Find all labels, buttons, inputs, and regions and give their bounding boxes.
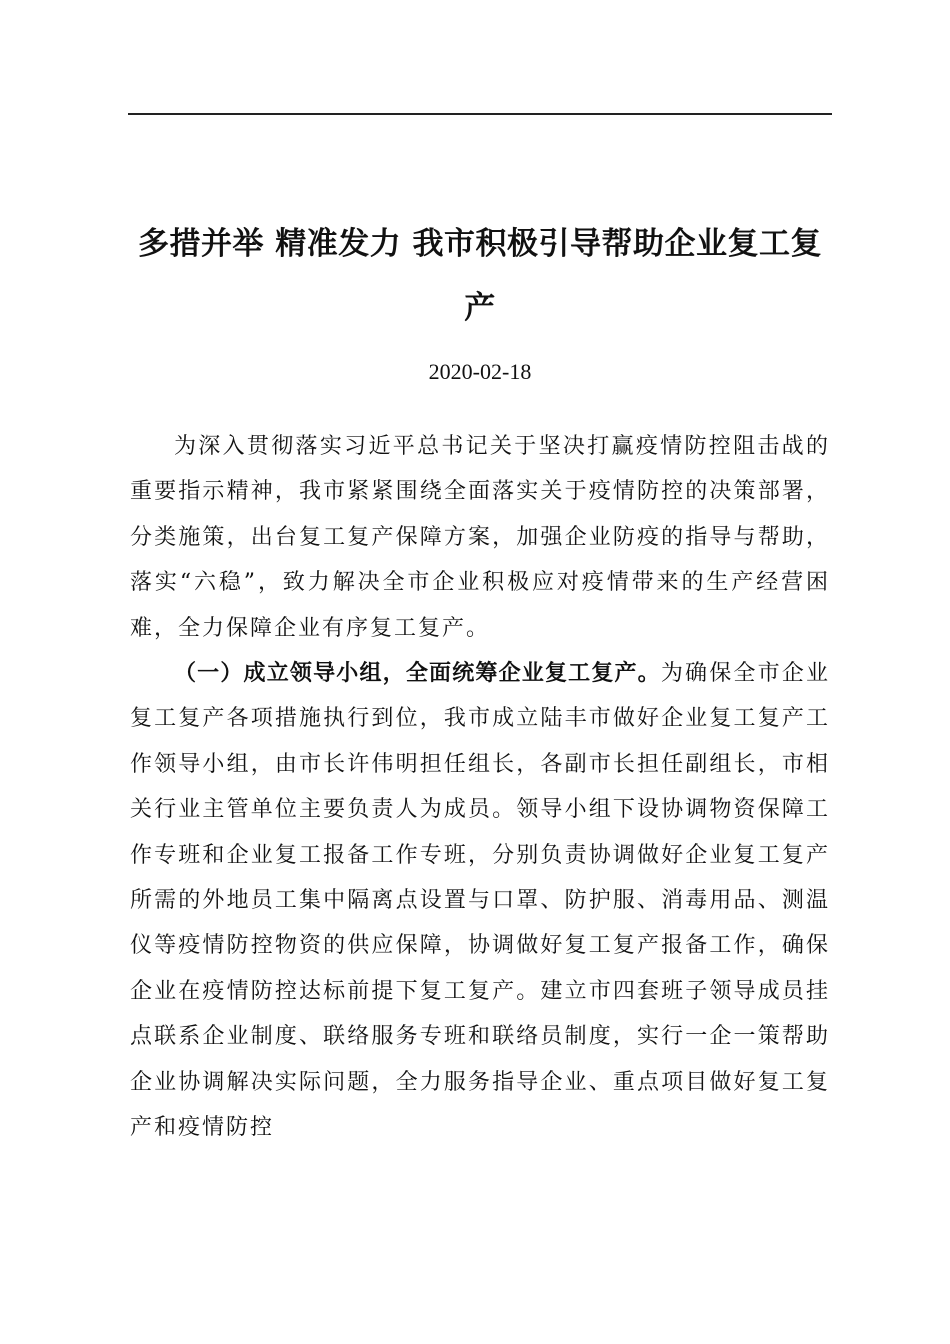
paragraph-section-1 — [130, 651, 830, 1150]
document-title: 多措并举 精准发力 我市积极引导帮助企业复工复产 — [137, 226, 823, 326]
header-rule — [128, 113, 832, 115]
paragraph-text: 为确保全市企业复工复产各项措施执行到位，我市成立陆丰市做好企业复工复产工作领导小组，由市长许伟明担任组长，各副市长担任副组长，市相关行业主管单位主要负责人为成员。领导小组下设协调物资保障工作专班和企业复工报备工作专班，分别负责协调做好企业复工复产所需的外地员工集中隔离点设置与口罩、防护服、消毒用品、测温仪等疫情防控物资的供应保障，协调做好复工复产报备工作，确保企业在疫情防控达标前提下复工复产。建立市四套班子领导成员挂点联系企业制度、联络服务专班和联络员制度，实行一企一策帮助企业协调解决实际问题，全力服务指导企业、重点项目做好复工复产和疫情防控 — [130, 661, 830, 1141]
paragraph-text: 为深入贯彻落实习近平总书记关于坚决打赢疫情防控阻击战的重要指示精神，我市紧紧围绕全面落实关于疫情防控的决策部署，分类施策，出台复工复产保障方案，加强企业防疫的指导与帮助，落实“六稳”，致力解决全市企业积极应对疫情带来的生产经营困难，全力保障企业有序复工复产。 — [130, 434, 830, 641]
document-body — [130, 424, 830, 1164]
publish-date: 2020-02-18 — [428, 359, 532, 384]
section-heading: （一）成立领导小组，全面统筹企业复工复产。 — [174, 661, 661, 687]
paragraph-intro — [130, 424, 830, 651]
